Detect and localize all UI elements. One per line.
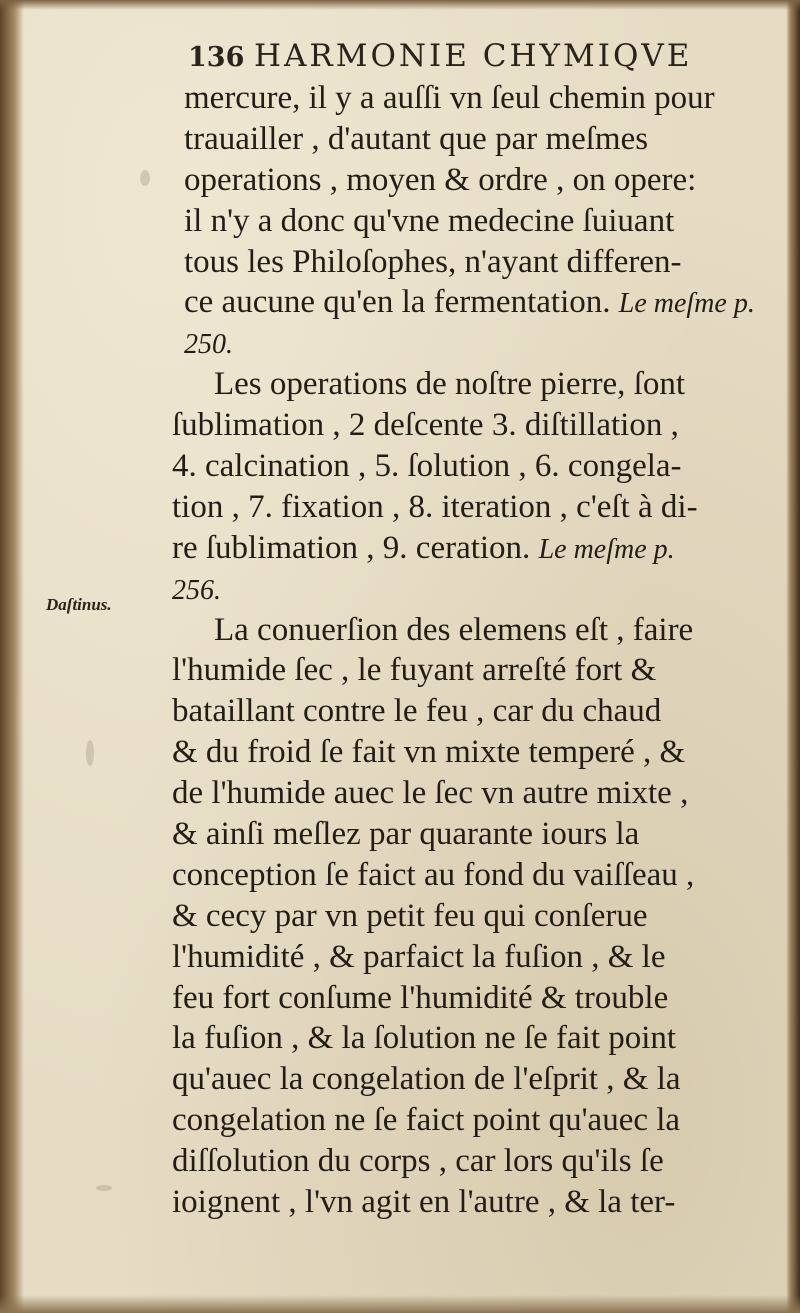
page-number: 136 [188,42,245,73]
ink-speck [96,1185,112,1191]
text-line: tous les Philoſophes, n'ayant differen- [184,243,682,280]
text-line: l'humidité , & parfaict la fuſion , & le [172,938,666,975]
text-line: il n'y a donc qu'vne medecine ſuiuant [184,202,675,239]
text-line [172,323,772,364]
text-line: & ainſi meſlez par quarante iours la [172,816,640,853]
text-line: de l'humide auec le ſec vn autre mixte , [172,775,689,812]
text-line [172,282,772,323]
paragraph-start-line: Les operations de noſtre pierre, ſont [214,366,686,403]
text-line: & du froid ſe fait vn mixte temperé , & [172,734,686,771]
text-line: mercure, il y a auſſi vn ſeul chemin pour [184,80,715,116]
citation: Le meſme p. [618,288,755,320]
margin-note: Daſtinus. [46,595,112,614]
text-line: tion , 7. fixation , 8. iteration , c'eſt à di- [172,488,698,525]
text-line: conception ſe faict au fond du vaiſſeau , [172,856,695,893]
text-line [172,528,772,569]
text-line: ſublimation , 2 deſcente 3. diſtillation , [172,407,679,444]
text-line: qu'auec la congelation de l'eſprit , & la [172,1061,681,1098]
text-line: operations , moyen & ordre , on opere: [184,161,697,198]
citation-page: 250. [184,329,233,361]
text-line: bataillant contre le feu , car du chaud [172,693,662,730]
text-line-content: re ſublimation , 9. ceration. [172,529,531,566]
page-edge-left [0,0,24,1313]
page-edge-bottom [0,1295,800,1313]
text-line-content: ce aucune qu'en la fermentation. [184,284,611,321]
text-line: 4. calcination , 5. ſolution , 6. congela- [172,448,682,485]
paragraph-start-line: La conuerſion des elemens eſt , faire [214,611,694,648]
text-line: & cecy par vn petit feu qui conſerue [172,897,648,934]
text-line [172,569,772,610]
text-line: diſſolution du corps , car lors qu'ils ſe [172,1143,664,1180]
text-line: feu fort conſume l'humidité & trouble [172,979,669,1016]
citation-page: 256. [172,574,221,606]
text-line: l'humide ſec , le fuyant arreſté fort & [172,652,657,689]
page-edge-top [0,0,800,10]
running-head: HARMONIE CHYMIQVE [254,38,693,74]
ink-speck [140,170,150,186]
ink-speck [86,740,94,766]
citation: Le meſme p. [538,533,675,565]
text-line: ioignent , l'vn agit en l'autre , & la ter- [172,1184,676,1221]
page-edge-right [786,0,800,1313]
text-line: trauailler , d'autant que par meſmes [184,120,649,157]
body-text [172,78,772,1223]
text-line: la fuſion , & la ſolution ne ſe fait point [172,1020,677,1057]
text-line: congelation ne ſe faict point qu'auec la [172,1102,681,1139]
